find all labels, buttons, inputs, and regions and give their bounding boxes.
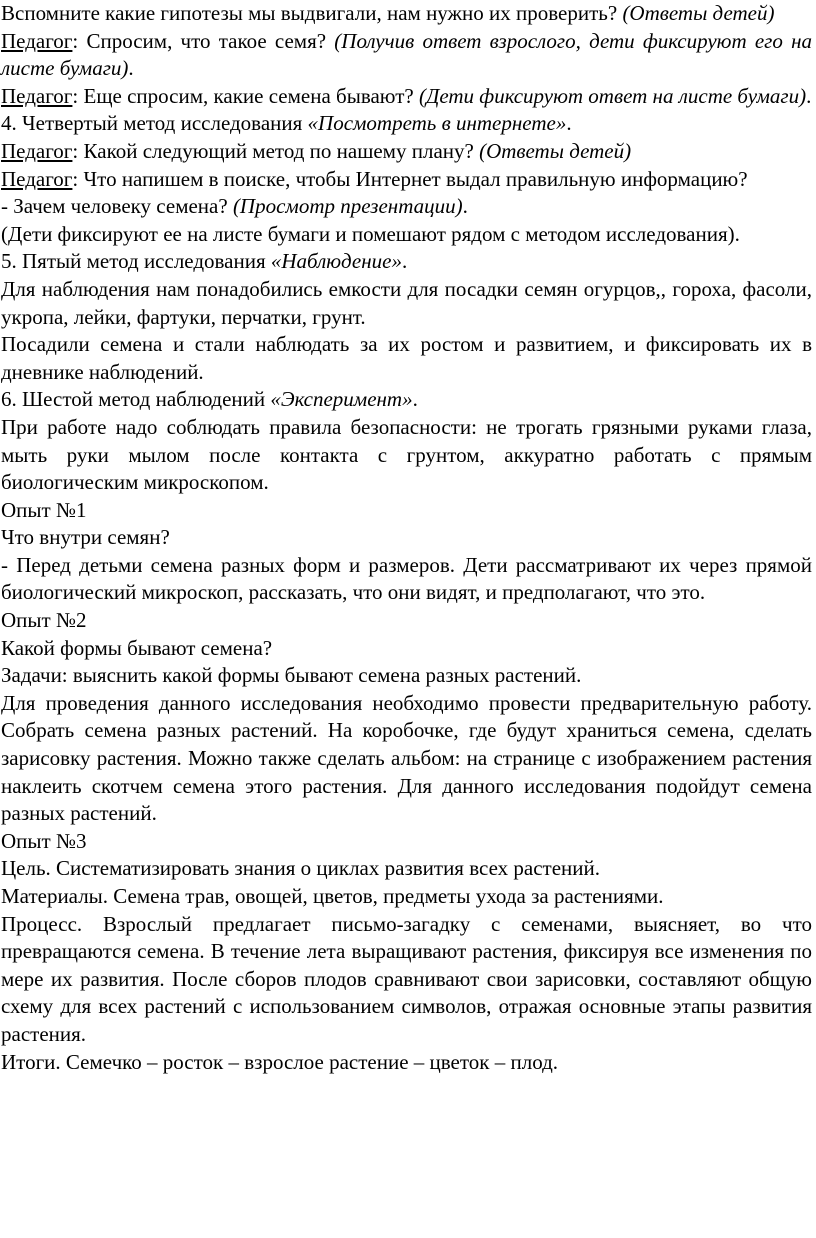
paragraph-safety-rules: При работе надо соблюдать правила безопасности: не трогать грязными руками глаза, мыть руки мылом после контакта с грунтом, аккуратно работать с прямым биологическим микроскопом. bbox=[1, 414, 812, 495]
italic-note: (Ответы детей) bbox=[622, 1, 775, 25]
paragraph-experiment-1-question: Что внутри семян? bbox=[1, 525, 170, 550]
italic-note: (Дети фиксируют ответ на листе бумаги) bbox=[418, 83, 807, 108]
paragraph-observation-materials: Для наблюдения нам понадобились емкости для посадки семян огурцов,, гороха, фасоли, укропа, лейки, фартуки, перчатки, грунт. bbox=[1, 276, 812, 329]
paragraph-text: Вспомните какие гипотезы мы выдвигали, нам нужно их проверить? bbox=[1, 1, 623, 25]
paragraph-end: . bbox=[128, 56, 134, 81]
paragraph-teacher-search bbox=[1, 166, 812, 194]
paragraph-experiment-2-tasks: Задачи: выяснить какой формы бывают семена разных растений. bbox=[1, 663, 582, 688]
speaker-separator: : bbox=[72, 138, 84, 163]
italic-note: «Посмотреть в интернете» bbox=[307, 111, 567, 136]
paragraph-experiment-2-body: Для проведения данного исследования необходимо провести предварительную работу. Собрать семена разных растений. На коробочке, где будут храниться семена, сделать зарисовку растения. Можно также сделать альбом: на странице с изображением растения наклеить скотчем семена этого растения. Для данного исследования подойдут семена разных растений. bbox=[1, 690, 812, 826]
italic-note: (Получив ответ взрослого, дети фиксируют его на листе бумаги) bbox=[1, 28, 812, 81]
paragraph-text: Что напишем в поиске, чтобы Интернет выдал правильную информацию? bbox=[83, 166, 748, 191]
paragraph-experiment-3-process: Процесс. Взрослый предлагает письмо-загадку с семенами, выясняет, во что превращаются семена. В течение лета выращивают растения, фиксируя все изменения по мере их развития. После сборов плодов сравнивают свои зарисовки, составляют общую схему для всех растений с использованием символов, отражая основные этапы развития растения. bbox=[1, 911, 812, 1046]
speaker-label: Педагог bbox=[1, 166, 73, 191]
speaker-label: Педагог bbox=[1, 83, 73, 108]
paragraph-end: . bbox=[806, 83, 812, 108]
paragraph-method-6 bbox=[1, 386, 812, 414]
paragraph-end: . bbox=[462, 194, 468, 219]
paragraph-experiment-1-body: - Перед детьми семена разных форм и размеров. Дети рассматривают их через прямой биологический микроскоп, рассказать, что они видят, и предполагают, что это. bbox=[1, 552, 812, 605]
paragraph-method-5 bbox=[1, 248, 812, 276]
paragraph-text: Еще спросим, какие семена бывают? bbox=[83, 83, 419, 108]
italic-note: (Просмотр презентации) bbox=[232, 194, 463, 219]
paragraph-teacher-next-method bbox=[1, 138, 812, 166]
paragraph-end: . bbox=[412, 387, 418, 412]
italic-note: (Ответы детей) bbox=[479, 138, 632, 163]
speaker-label: Педагог bbox=[1, 138, 73, 163]
italic-note: «Наблюдение» bbox=[270, 249, 402, 274]
speaker-separator: : bbox=[72, 28, 87, 53]
paragraph-experiment-3-results: Итоги. Семечко – росток – взрослое растение – цветок – плод. bbox=[1, 1049, 559, 1074]
paragraph-experiment-3-goal: Цель. Систематизировать знания о циклах развития всех растений. bbox=[1, 856, 600, 881]
paragraph-teacher-seed-types bbox=[1, 83, 812, 111]
paragraph-why-seeds bbox=[1, 193, 812, 221]
paragraph-text: Спросим, что такое семя? bbox=[86, 28, 335, 53]
paragraph-text: 6. Шестой метод наблюдений bbox=[1, 387, 271, 412]
heading-experiment-1: Опыт №1 bbox=[1, 497, 87, 522]
speaker-separator: : bbox=[72, 166, 84, 191]
paragraph-end: . bbox=[566, 111, 572, 136]
paragraph-children-record: (Дети фиксируют ее на листе бумаги и помешают рядом с методом исследования). bbox=[1, 221, 740, 246]
heading-experiment-3: Опыт №3 bbox=[1, 828, 87, 853]
paragraph-end: . bbox=[401, 249, 408, 274]
paragraph-text: - Зачем человеку семена? bbox=[1, 194, 233, 219]
italic-note: «Эксперимент» bbox=[270, 387, 413, 412]
speaker-label: Педагог bbox=[1, 28, 73, 53]
paragraph-experiment-3-materials: Материалы. Семена трав, овощей, цветов, предметы ухода за растениями. bbox=[1, 884, 664, 908]
heading-experiment-2: Опыт №2 bbox=[1, 608, 87, 633]
paragraph-teacher-seed-question bbox=[1, 28, 812, 83]
paragraph-text: 4. Четвертый метод исследования bbox=[1, 111, 308, 136]
paragraph-hypotheses bbox=[1, 0, 812, 28]
speaker-separator: : bbox=[72, 83, 84, 108]
paragraph-text: Какой следующий метод по нашему плану? bbox=[83, 138, 480, 163]
paragraph-planting: Посадили семена и стали наблюдать за их ростом и развитием, и фиксировать их в дневнике наблюдений. bbox=[1, 332, 812, 384]
paragraph-text: 5. Пятый метод исследования bbox=[1, 249, 271, 274]
paragraph-method-4 bbox=[1, 110, 812, 138]
paragraph-experiment-2-question: Какой формы бывают семена? bbox=[1, 635, 273, 660]
